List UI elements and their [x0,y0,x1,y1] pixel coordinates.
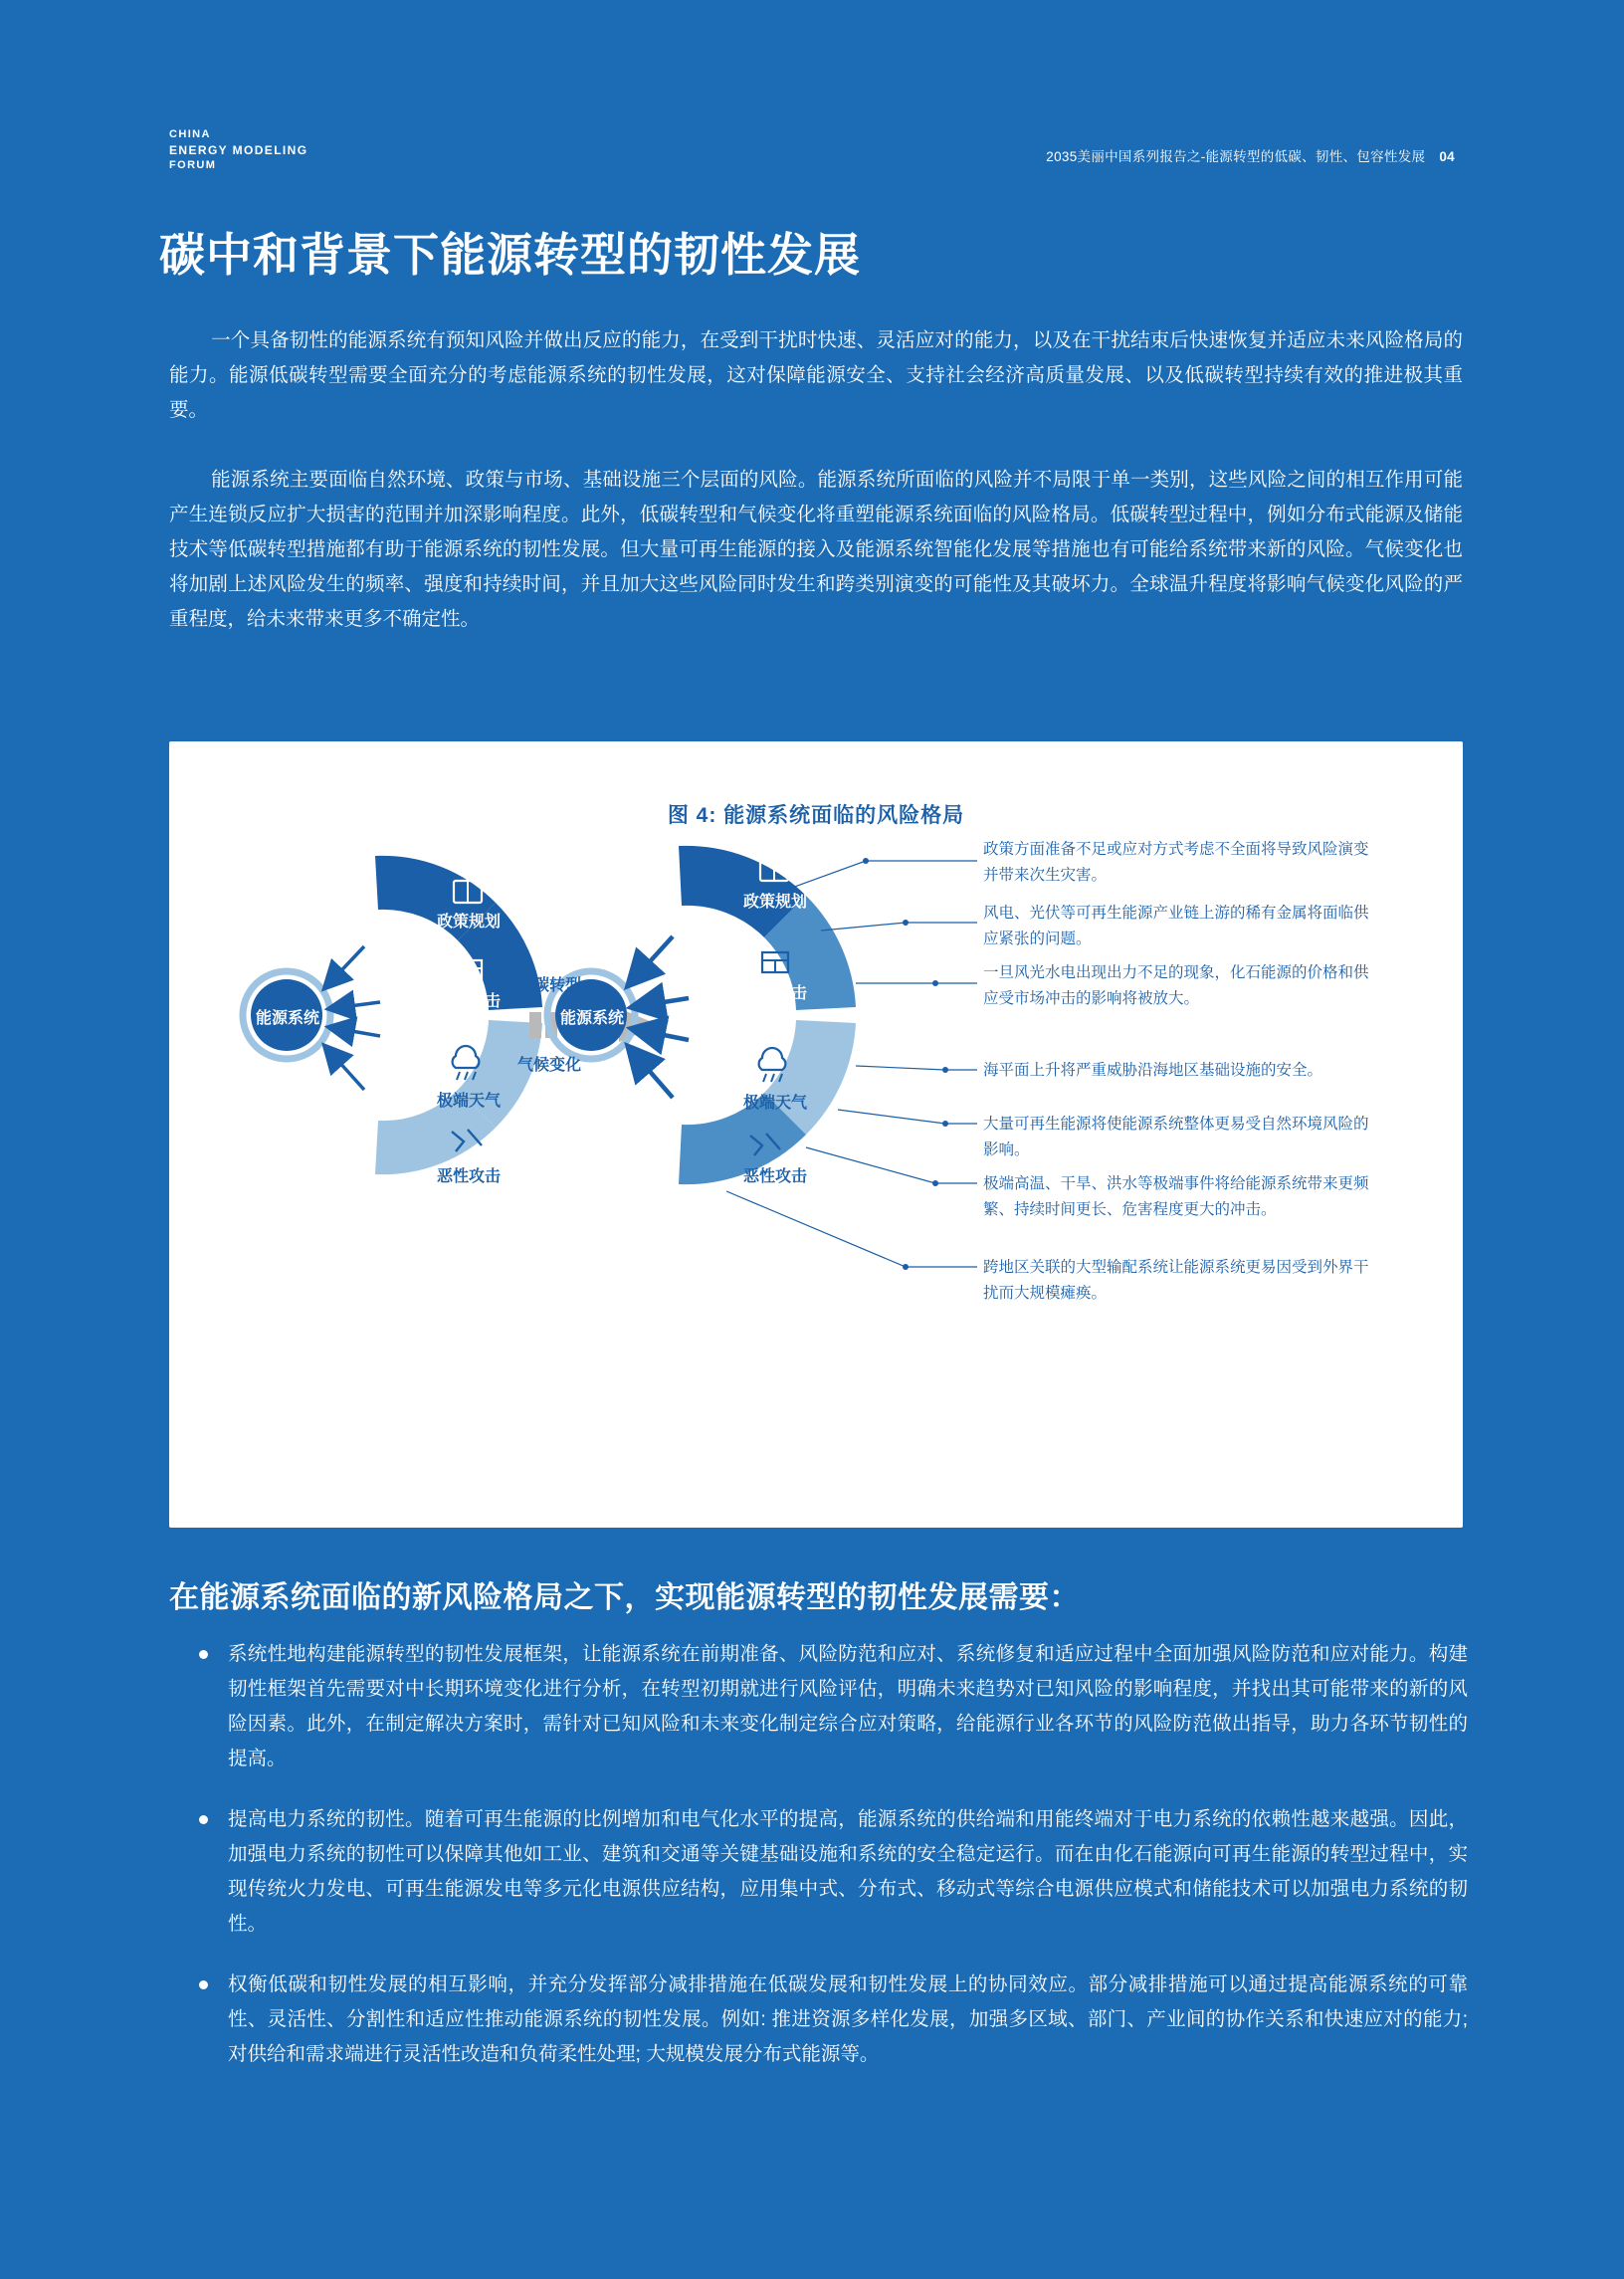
running-header [1046,127,1455,165]
cloud-rain-icon [453,1046,480,1080]
cemf-logo [169,127,307,173]
left-label-weather: 极端天气 [436,1093,501,1110]
arrow-label-climate: 气候变化 [517,1057,582,1074]
callout-3: 一旦风光水电出现出力不足的现象，化石能源的价格和供应受市场冲击的影响将被放大。 [983,964,1369,1007]
left-arrow-1 [328,946,364,984]
paragraph-2-text: 能源系统主要面临自然环境、政策与市场、基础设施三个层面的风险。能源系统所面临的风险并不局限于单一类别，这些风险之间的相互作用可能产生连锁反应扩大损害的范围并加深影响程度。此外，低碳转型和气候变化将重塑能源系统面临的风险格局。低碳转型过程中，例如分布式能源及储能技术等低碳转型措施都有助于能源系统的韧性发展。但大量可再生能源的接入及能源系统智能化发展等措施也有可能给系统带来新的风险。气候变化也将加剧上述风险发生的频率、强度和持续时间，并且加大这些风险同时发生和跨类别演变的可能性及其破坏力。全球温升程度将影响气候变化风险的严重程度，给未来带来更多不确定性。 [169,469,1463,630]
list-item [199,1802,1468,1942]
arrow-label-transition: 低碳转型 [517,977,582,994]
bullet-list [199,1637,1468,2098]
callout-5: 大量可再生能源将使能源系统整体更易受自然环境风险的影响。 [983,1116,1369,1158]
callout-2: 风电、光伏等可再生能源产业链上游的稀有金属将面临供应紧张的问题。 [983,905,1369,947]
page-title: 碳中和背景下能源转型的韧性发展 [159,229,861,281]
cloud-rain-icon [759,1048,786,1082]
left-arrow-3 [334,1028,380,1036]
left-label-attack: 恶性攻击 [436,1168,501,1185]
logo-line-1: CHINA [169,128,211,140]
bullet-dot-icon [199,1650,208,1659]
paragraph-2 [169,463,1463,637]
section-heading: 在能源系统面临的新风险格局之下，实现能源转型的韧性发展需要： [169,1581,1080,1614]
paragraph-1-text: 一个具备韧性的能源系统有预知风险并做出反应的能力，在受到干扰时快速、灵活应对的能力，以及在干扰结束后快速恢复并适应未来风险格局的能力。能源低碳转型需要全面充分的考虑能源系统的韧性发展，这对保障能源安全、支持社会经济高质量发展、以及低碳转型持续有效的推进极其重要。 [169,329,1463,421]
logo-line-3: FORUM [169,159,217,172]
right-label-weather: 极端天气 [742,1095,807,1112]
right-label-attack: 恶性攻击 [742,1168,807,1185]
callout-6: 极端高温、干旱、洪水等极端事件将给能源系统带来更频繁、持续时间更长、危害程度更大的冲击。 [983,1175,1369,1218]
right-arrow-4 [633,1052,673,1098]
figure-caption: 图 4: 能源系统面临的风险格局 [667,804,965,827]
right-arrow-2 [639,998,689,1006]
list-item [199,1637,1468,1776]
bullet-text: 权衡低碳和韧性发展的相互影响，并充分发挥部分减排措施在低碳发展和韧性发展上的协同效应。部分减排措施可以通过提高能源系统的可靠性、灵活性、分割性和适应性推动能源系统的韧性发展。例如: 推进资源多样化发展，加强多区域、部门、产业间的协作关系和快速应对的能力; 对供给和需求端进行灵活性改造和负荷柔性处理; 大规模发展分布式能源等。 [228,1973,1468,2065]
page-number: 04 [1439,149,1455,164]
callout-1: 政策方面准备不足或应对方式考虑不全面将导致风险演变并带来次生灾害。 [983,841,1369,884]
figure-card [169,741,1463,1528]
left-label-policy: 政策规划 [436,914,501,931]
right-arrow-1 [633,936,673,980]
bullet-dot-icon [199,1815,208,1824]
running-title: 2035美丽中国系列报告之-能源转型的低碳、韧性、包容性发展 [1046,149,1426,164]
bullet-text: 提高电力系统的韧性。随着可再生能源的比例增加和电气化水平的提高，能源系统的供给端和用能终端对于电力系统的依赖性越来越强。因此，加强电力系统的韧性可以保障其他如工业、建筑和交通等关键基础设施和系统的安全稳定运行。而在由化石能源向可再生能源的转型过程中，实现传统火力发电、可再生能源发电等多元化电源供应结构，应用集中式、分布式、移动式等综合电源供应模式和储能技术可以加强电力系统的韧性。 [228,1808,1468,1935]
logo-line-2: ENERGY MODELING [169,142,308,157]
bullet-dot-icon [199,1980,208,1989]
right-label-policy: 政策规划 [742,894,807,911]
callout-4: 海平面上升将严重威胁沿海地区基础设施的安全。 [983,1062,1323,1079]
right-label-market: 市场冲击 [742,985,807,1002]
page-header [169,127,1455,173]
paragraph-1 [169,323,1463,428]
left-arrow-2 [334,1002,380,1008]
left-arrow-4 [328,1050,364,1090]
list-item [199,1968,1468,2072]
bullet-text: 系统性地构建能源转型的韧性发展框架，让能源系统在前期准备、风险防范和应对、系统修复和适应过程中全面加强风险防范和应对能力。构建韧性框架首先需要对中长期环境变化进行分析，在转型初期就进行风险评估，明确未来趋势对已知风险的影响程度，并找出其可能带来的新的风险因素。此外，在制定解决方案时，需针对已知风险和未来变化制定综合应对策略，给能源行业各环节的风险防范做出指导，助力各环节韧性的提高。 [228,1643,1468,1769]
right-core-label: 能源系统 [559,1010,624,1027]
callout-7: 跨地区关联的大型输配系统让能源系统更易因受到外界干扰而大规模瘫痪。 [983,1259,1369,1302]
right-arrow-3 [639,1030,689,1040]
left-core-label: 能源系统 [255,1010,319,1027]
left-label-market: 市场冲击 [436,993,501,1010]
